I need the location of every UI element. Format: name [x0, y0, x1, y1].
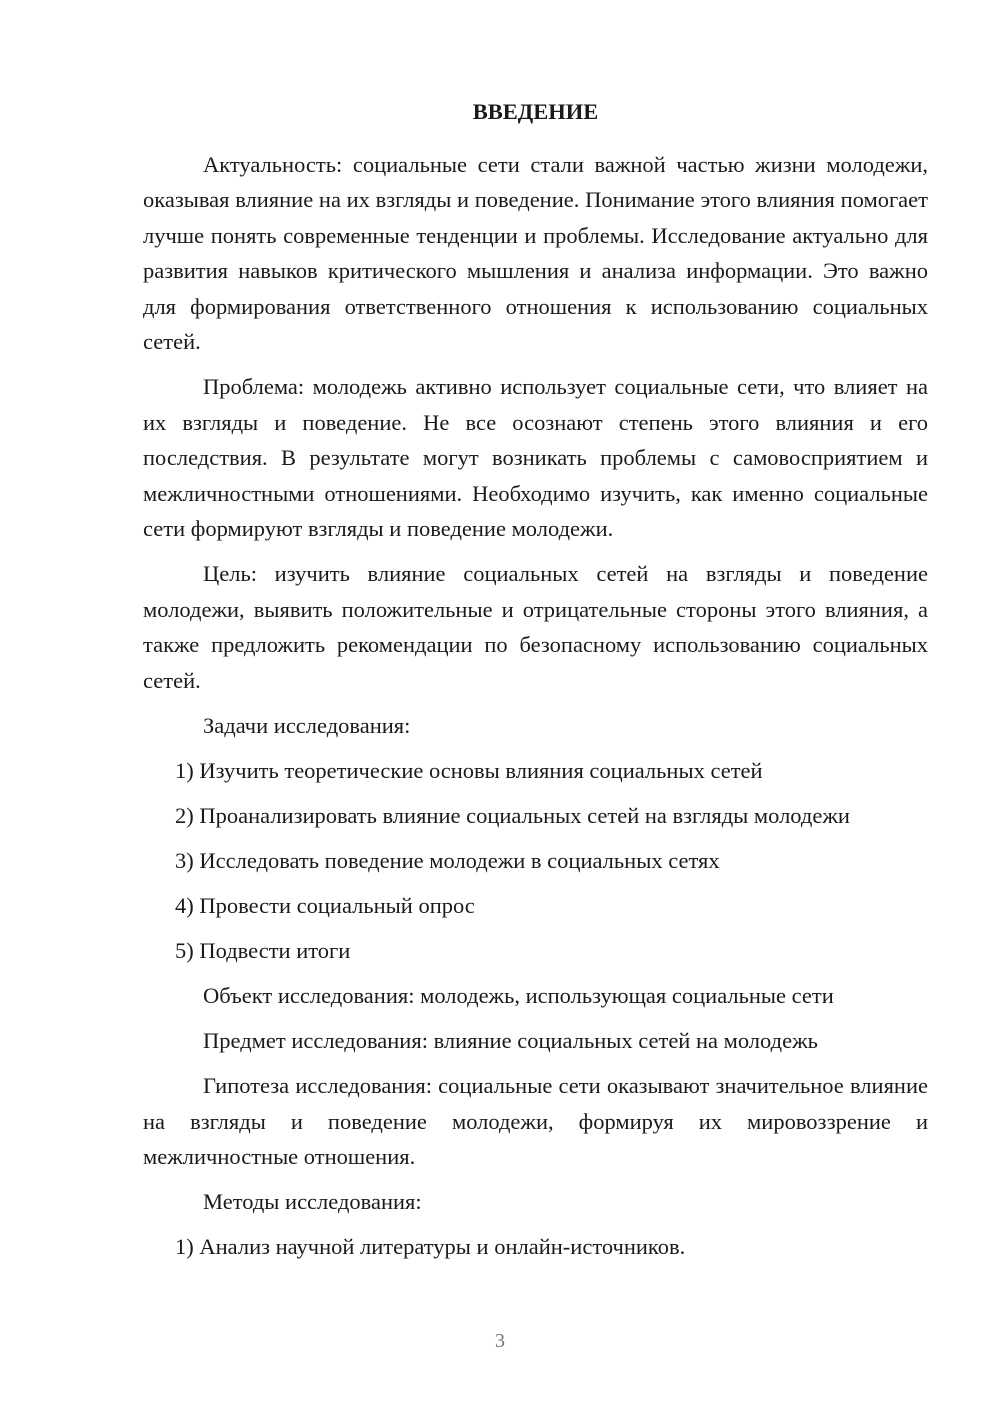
task-item: 5) Подвести итоги	[175, 938, 351, 964]
methods-heading: Методы исследования:	[203, 1189, 422, 1215]
tasks-heading: Задачи исследования:	[203, 713, 411, 739]
task-item: 1) Изучить теоретические основы влияния социальных сетей	[175, 758, 763, 784]
problem-paragraph: Проблема: молодежь активно использует социальные сети, что влияет на их взгляды и поведение. Не все осознают степень этого влияния и его последствия. В результате могут возникать проблемы с самовосприятием и межличностными отношениями. Необходимо изучить, как именно социальные сети формируют взгляды и поведение молодежи.	[143, 374, 928, 542]
page-title: ВВЕДЕНИЕ	[472, 99, 599, 124]
task-item: 3) Исследовать поведение молодежи в социальных сетях	[175, 848, 720, 874]
tasks-list	[143, 753, 928, 968]
task-item: 4) Провести социальный опрос	[175, 893, 475, 919]
task-item: 2) Проанализировать влияние социальных сетей на взгляды молодежи	[175, 803, 850, 829]
methods-list	[143, 1229, 928, 1264]
goal-paragraph: Цель: изучить влияние социальных сетей на взгляды и поведение молодежи, выявить положительные и отрицательные стороны этого влияния, а также предложить рекомендации по безопасному использованию социальных сетей.	[143, 561, 928, 693]
page-number: 3	[495, 1330, 505, 1352]
document-page	[143, 94, 928, 1274]
research-subject: Предмет исследования: влияние социальных сетей на молодежь	[203, 1028, 818, 1054]
hypothesis-paragraph: Гипотеза исследования: социальные сети оказывают значительное влияние на взгляды и поведение молодежи, формируя их мировоззрение и межличностные отношения.	[143, 1073, 928, 1169]
research-object: Объект исследования: молодежь, использующая социальные сети	[203, 983, 834, 1009]
relevance-paragraph: Актуальность: социальные сети стали важной частью жизни молодежи, оказывая влияние на их взгляды и поведение. Понимание этого влияния помогает лучше понять современные тенденции и проблемы. Исследование актуально для развития навыков критического мышления и анализа информации. Это важно для формирования ответственного отношения к использованию социальных сетей.	[143, 152, 928, 355]
method-item: 1) Анализ научной литературы и онлайн-источников.	[175, 1234, 686, 1260]
